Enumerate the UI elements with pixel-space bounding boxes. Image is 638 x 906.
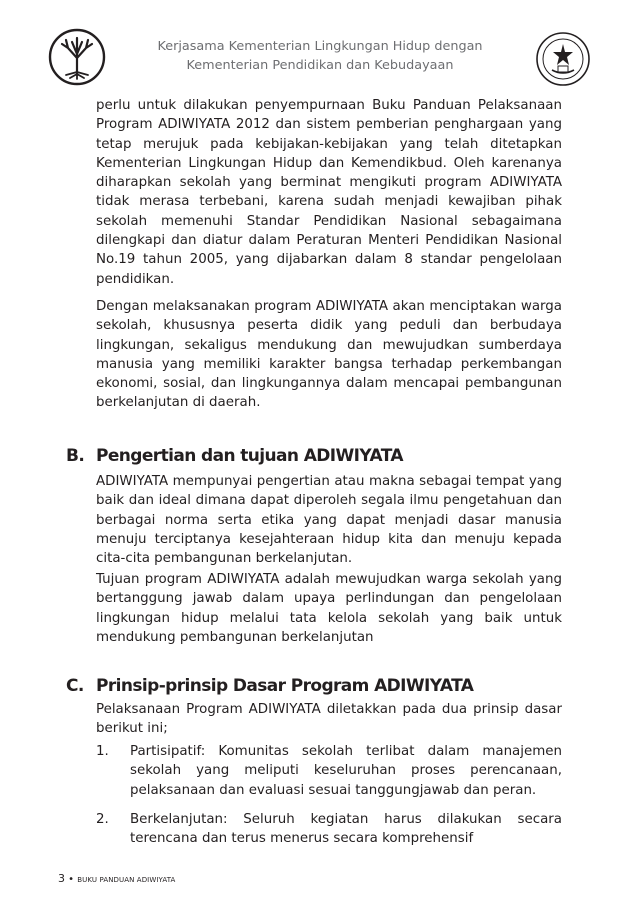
- page-footer: [58, 872, 175, 885]
- page-number: 3: [58, 872, 65, 885]
- section-b-letter: B.: [66, 446, 85, 466]
- footer-book-title: BUKU PANDUAN ADIWIYATA: [77, 876, 176, 884]
- list-item-text: Berkelanjutan: Seluruh kegiatan harus dilakukan secara terencana dan terus menerus secara komprehensif: [130, 812, 562, 847]
- page-header: [0, 0, 638, 90]
- footer-separator: •: [65, 874, 78, 885]
- section-c-paragraph-1: Pelaksanaan Program ADIWIYATA diletakkan pada dua prinsip dasar berikut ini;: [96, 702, 562, 737]
- list-item-number: 2.: [96, 812, 109, 827]
- tree-logo-icon: [48, 28, 106, 86]
- section-c-letter: C.: [66, 676, 84, 696]
- section-b-paragraph-2: Tujuan program ADIWIYATA adalah mewujudkan warga sekolah yang bertanggung jawab dalam upaya perlindungan dan pengelolaan lingkungan hidup melalui tata kelola sekolah yang baik untuk mendukung pembangunan berkelanjutan: [96, 572, 562, 645]
- section-c-heading: [66, 676, 473, 696]
- section-c-title: Prinsip-prinsip Dasar Program ADIWIYATA: [96, 676, 474, 696]
- header-line-2: Kementerian Pendidikan dan Kebudayaan: [186, 58, 454, 73]
- list-item-number: 1.: [96, 744, 109, 759]
- intro-paragraph-1: perlu untuk dilakukan penyempurnaan Buku Panduan Pelaksanaan Program ADIWIYATA 2012 dan sistem pemberian penghargaan yang tetap merujuk pada kebijakan-kebijakan yang telah ditetapkan Kementerian Lingkungan Hidup dan Kemendikbud. Oleh karenanya diharapkan sekolah yang berminat mengikuti program ADIWIYATA tidak merasa terbebani, karena sudah menjadi kewajiban pihak sekolah memenuhi Standar Pendidikan Nasional sebagaimana dilengkapi dan diatur dalam Peraturan Menteri Pendidikan Nasional No.19 tahun 2005, yang dijabarkan dalam 8 standar pengelolaan pendidikan.: [96, 98, 562, 287]
- list-item-text: Partisipatif: Komunitas sekolah terlibat dalam manajemen sekolah yang meliputi keseluruhan proses perencanaan, pelaksanaan dan evaluasi sesuai tanggungjawab dan peran.: [130, 744, 562, 798]
- header-line-1: Kerjasama Kementerian Lingkungan Hidup dengan: [157, 39, 483, 54]
- section-b-paragraph-1: ADIWIYATA mempunyai pengertian atau makna sebagai tempat yang baik dan ideal dimana dapat diperoleh segala ilmu pengetahuan dan berbagai norma serta etika yang dapat menjadi dasar manusia menuju terciptanya kesejahteraan hidup kita dan menuju kepada cita-cita pembangunan berkelanjutan.: [96, 474, 562, 567]
- ministry-emblem-icon: [534, 30, 592, 88]
- intro-paragraph-2: Dengan melaksanakan program ADIWIYATA akan menciptakan warga sekolah, khususnya peserta didik yang peduli dan berbudaya lingkungan, sekaligus mendukung dan mewujudkan sumberdaya manusia yang memiliki karakter bangsa terhadap perkembangan ekonomi, sosial, dan lingkungannya dalam mencapai pembangunan berkelanjutan di daerah.: [96, 299, 562, 411]
- header-title: [120, 37, 520, 75]
- section-b-title: Pengertian dan tujuan ADIWIYATA: [96, 446, 403, 466]
- section-b-heading: [66, 446, 403, 466]
